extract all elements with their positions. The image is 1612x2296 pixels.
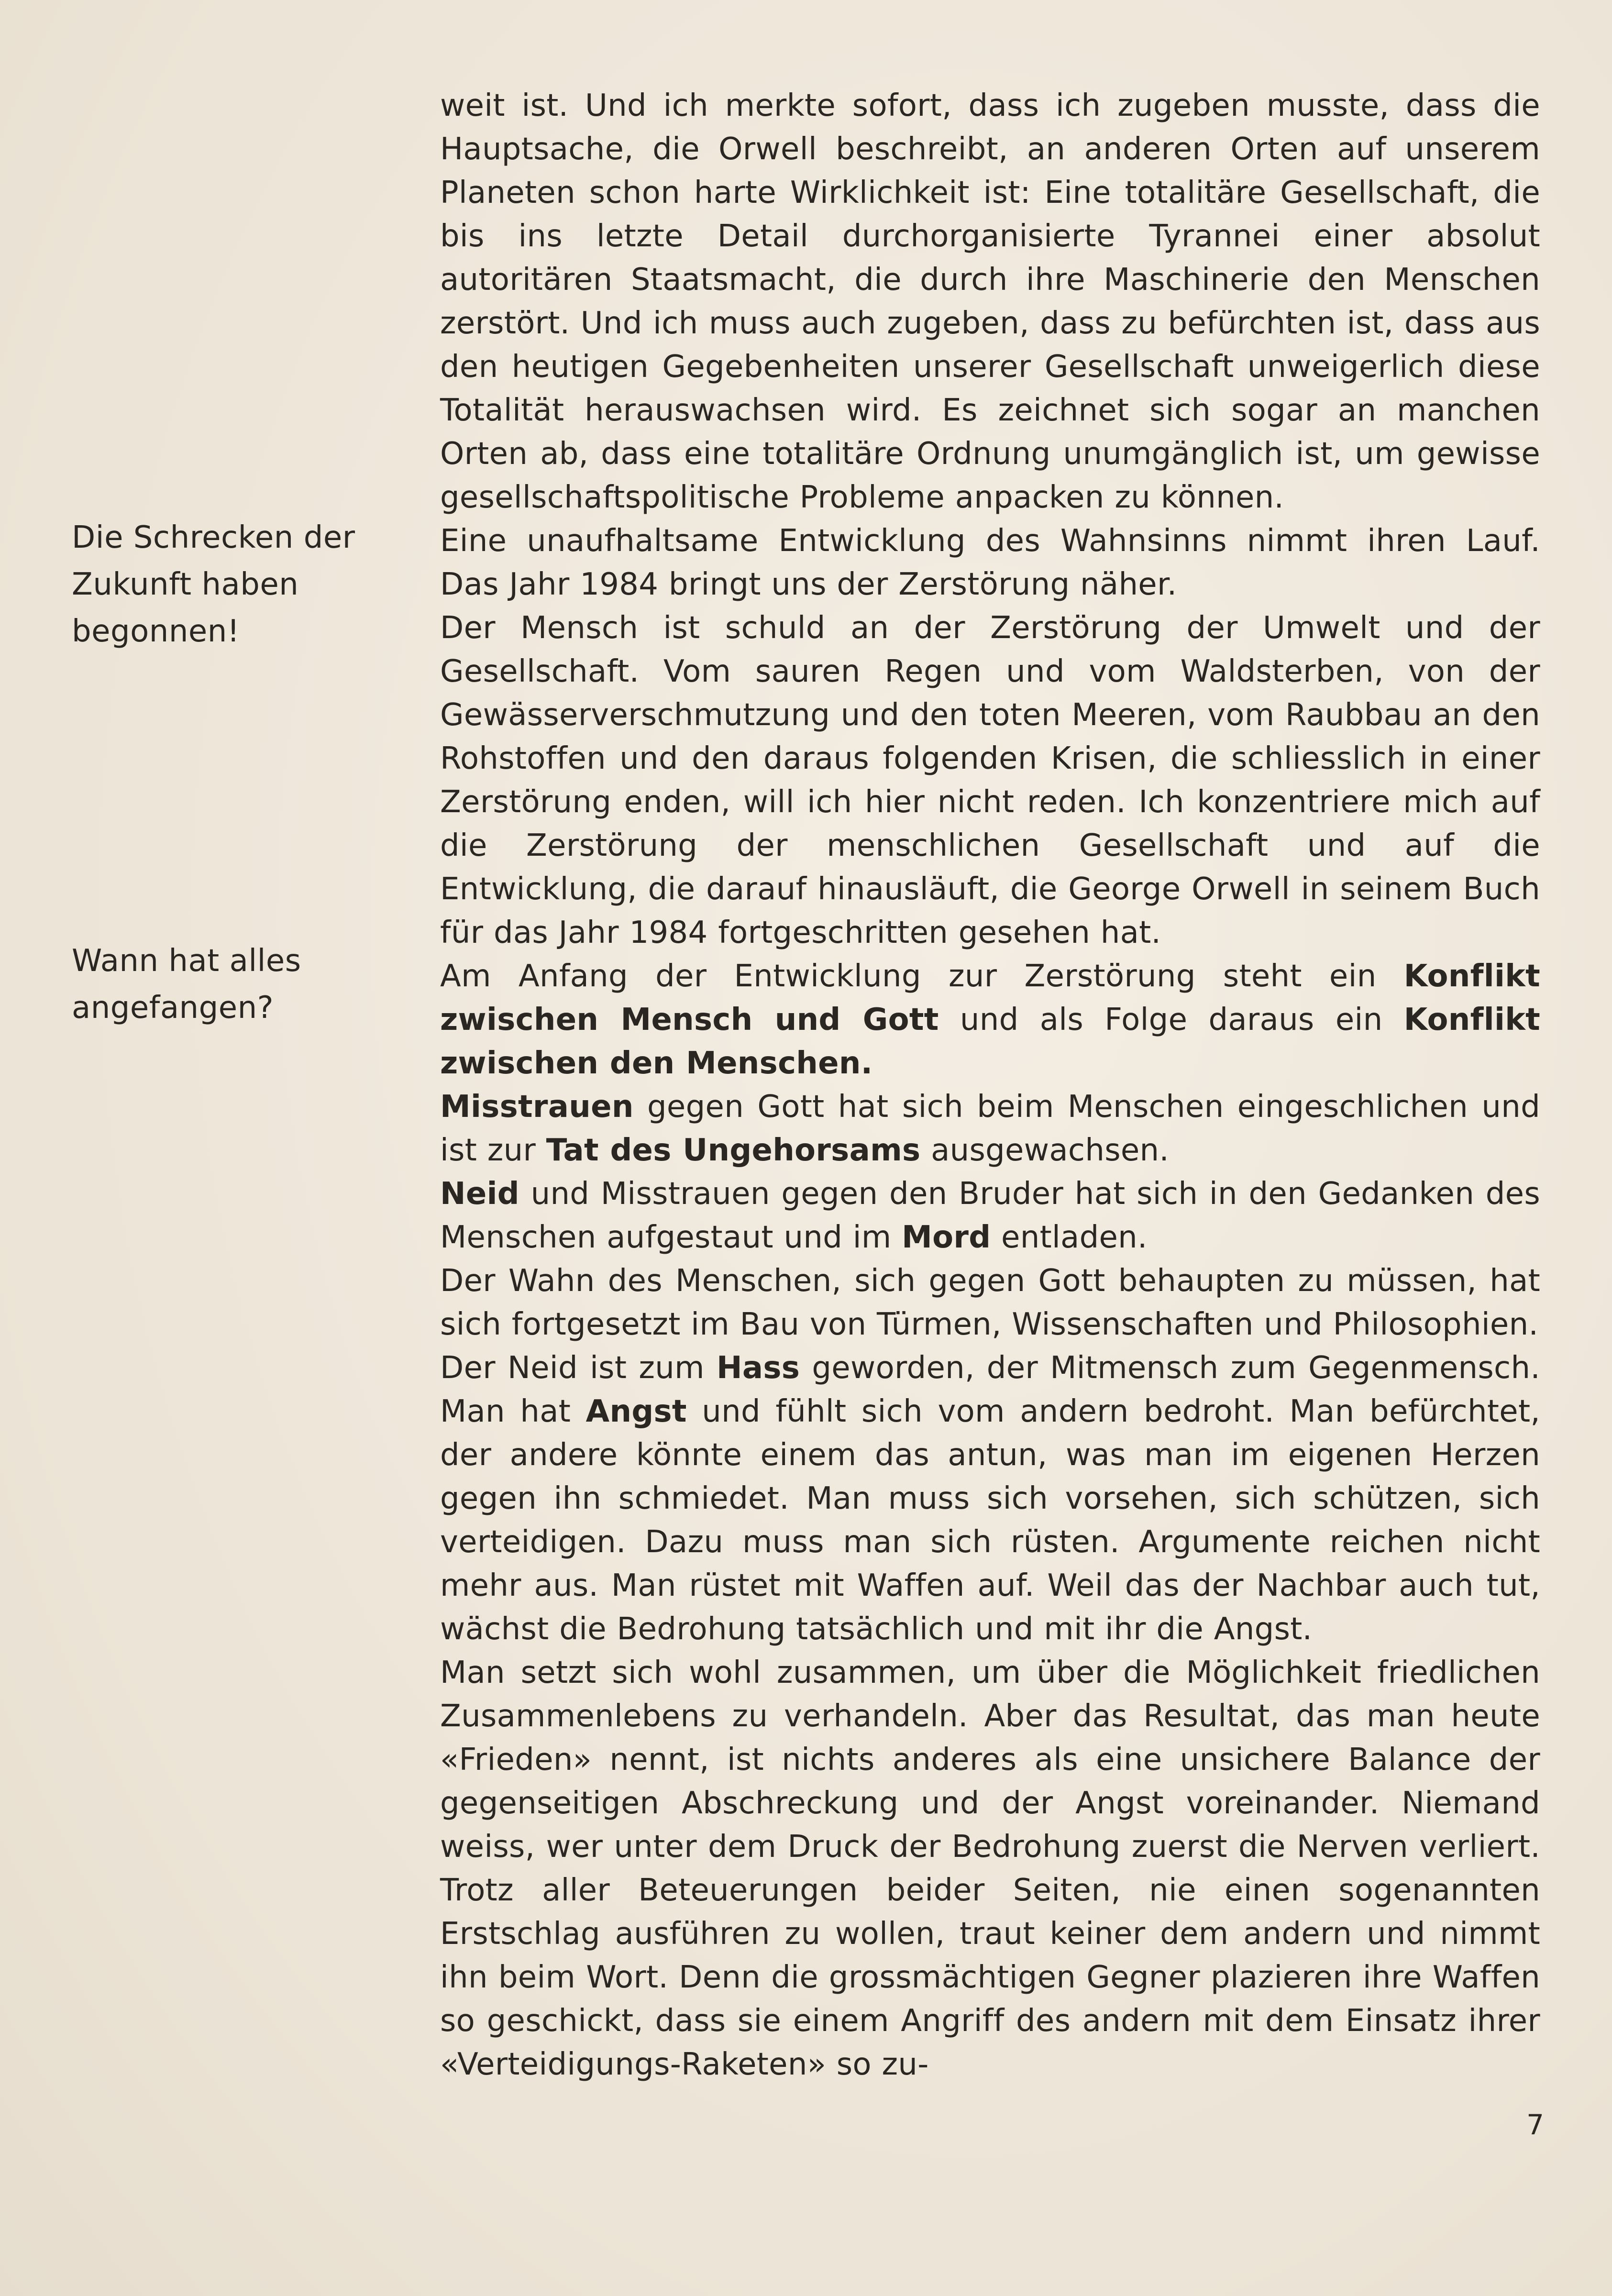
- margin-note-line: Zukunft haben: [72, 567, 299, 602]
- margin-note-line: Wann hat alles: [72, 943, 301, 979]
- text-run: Man setzt sich wohl zusammen, um über die Möglichkeit friedlichen Zusammenlebens zu verhandeln. Aber das Resultat, das man heute «Frieden» nennt, ist nichts anderes als eine unsichere Balance der gegenseitigen Abschreckung und der Angst voreinander. Niemand weiss, wer unter dem Druck der Bedrohung zuerst die Nerven verliert. Trotz aller Beteuerungen beider Seiten, nie einen sogenannten Erstschlag ausführen zu wollen, traut keiner dem andern und nimmt ihn beim Wort. Denn die grossmächtigen Gegner plazieren ihre Waffen so geschickt, dass sie einem Angriff des andern mit dem Einsatz ihrer «Verteidigungs-Raketen» so zu-: [440, 1655, 1540, 2082]
- text-run: Der Neid ist zum: [440, 1350, 717, 1386]
- text-run: und als Folge daraus ein: [938, 1002, 1404, 1038]
- emphasis-text: Konflikt zwischen den Menschen.: [440, 1002, 1540, 1081]
- emphasis-text: Angst: [585, 1394, 687, 1429]
- emphasis-text: Tat des Ungehorsams: [546, 1133, 921, 1168]
- paragraph: [440, 1085, 1540, 1172]
- paragraph: [440, 607, 1540, 955]
- paragraph: [440, 1651, 1540, 2086]
- margin-note-line: begonnen!: [72, 614, 240, 649]
- emphasis-text: Konflikt zwischen Mensch und Gott: [440, 959, 1540, 1038]
- emphasis-text: Misstrauen: [440, 1089, 634, 1125]
- text-run: ausgewachsen.: [920, 1133, 1170, 1168]
- text-run: entladen.: [991, 1220, 1148, 1255]
- emphasis-text: Mord: [902, 1220, 991, 1255]
- text-run: und fühlt sich vom andern bedroht. Man befürchtet, der andere könnte einem das antun, was man im eigenen Herzen gegen ihn schmiedet. Man muss sich vorsehen, sich schützen, sich verteidigen. Dazu muss man sich rüsten. Argumente reichen nicht mehr aus. Man rüstet mit Waffen auf. Weil das der Nachbar auch tut, wächst die Bedrohung tatsächlich und mit ihr die Angst.: [440, 1394, 1540, 1647]
- margin-note-line: angefangen?: [72, 990, 274, 1026]
- paragraph: [440, 1259, 1540, 1347]
- text-run: geworden, der Mitmensch zum Gegenmensch. Man hat: [440, 1350, 1540, 1429]
- text-run: und Misstrauen gegen den Bruder hat sich in den Gedanken des Menschen aufgestaut und im: [440, 1176, 1540, 1255]
- margin-note-line: Die Schrecken der: [72, 520, 355, 555]
- margin-note-schrecken: [72, 514, 387, 655]
- text-run: Am Anfang der Entwicklung zur Zerstörung steht ein: [440, 959, 1404, 994]
- page-number: 7: [1526, 2108, 1544, 2141]
- emphasis-text: Neid: [440, 1176, 519, 1212]
- text-run: Der Wahn des Menschen, sich gegen Gott behaupten zu müssen, hat sich fortgesetzt im Bau von Türmen, Wissenschaften und Philosophien.: [440, 1263, 1540, 1342]
- text-run: weit ist. Und ich merkte sofort, dass ich zugeben musste, dass die Hauptsache, die Orwell beschreibt, an anderen Orten auf unserem Planeten schon harte Wirklichkeit ist: Eine totalitäre Gesellschaft, die bis ins letzte Detail durchorganisierte Tyrannei einer absolut autoritären Staatsmacht, die durch ihre Maschinerie den Menschen zerstört. Und ich muss auch zugeben, dass zu befürchten ist, dass aus den heutigen Gegebenheiten unserer Gesellschaft unweigerlich diese Totalität herauswachsen wird. Es zeichnet sich sogar an manchen Orten ab, dass eine totalitäre Ordnung unumgänglich ist, um gewisse gesellschaftspolitische Probleme anpacken zu können.: [440, 88, 1540, 515]
- margin-note-angefangen: [72, 938, 387, 1031]
- paragraph: [440, 84, 1540, 519]
- paragraph: [440, 519, 1540, 607]
- paragraph: [440, 955, 1540, 1085]
- body-text: [440, 84, 1540, 2086]
- paragraph: [440, 1172, 1540, 1259]
- text-run: gegen Gott hat sich beim Menschen eingeschlichen und ist zur: [440, 1089, 1540, 1168]
- text-run: Eine unaufhaltsame Entwicklung des Wahnsinns nimmt ihren Lauf. Das Jahr 1984 bringt uns der Zerstörung näher.: [440, 523, 1540, 602]
- emphasis-text: Hass: [717, 1350, 800, 1386]
- paragraph: [440, 1347, 1540, 1651]
- text-run: Der Mensch ist schuld an der Zerstörung der Umwelt und der Gesellschaft. Vom sauren Regen und vom Waldsterben, von der Gewässerverschmutzung und den toten Meeren, vom Raubbau an den Rohstoffen und den daraus folgenden Krisen, die schliesslich in einer Zerstörung enden, will ich hier nicht reden. Ich konzentriere mich auf die Zerstörung der menschlichen Gesellschaft und auf die Entwicklung, die darauf hinausläuft, die George Orwell in seinem Buch für das Jahr 1984 fortgeschritten gesehen hat.: [440, 610, 1540, 950]
